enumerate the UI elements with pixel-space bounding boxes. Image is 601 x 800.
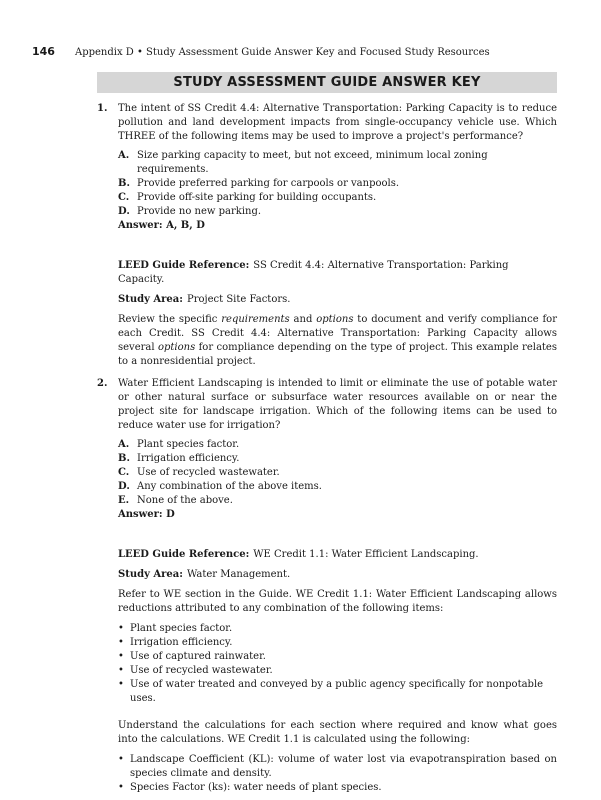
list-item: • Plant species factor. [118, 622, 557, 636]
explanation: Refer to WE section in the Guide. WE Credit 1.1: Water Efficient Landscaping allows reductions attributed to any combination of the following items: [118, 589, 557, 614]
question-number: 1. [97, 103, 108, 114]
option-a: A. Plant species factor. [118, 439, 240, 450]
option-d: D. Provide no new parking. [118, 206, 262, 217]
calculation-list [118, 753, 557, 795]
option-list [118, 438, 557, 508]
option-d: D. Any combination of the above items. [118, 481, 322, 492]
question-number: 2. [97, 378, 108, 389]
list-item: • Use of captured rainwater. [118, 650, 557, 664]
option-list [118, 149, 557, 219]
answer-line: Answer: A, B, D [118, 220, 205, 231]
option-e: E. None of the above. [118, 495, 233, 506]
list-item: • Landscape Coefficient (KL): volume of water lost via evapotranspiration based on species climate and density. [118, 753, 557, 781]
page-number: 146 [32, 45, 55, 58]
list-item: • Use of water treated and conveyed by a public agency specifically for nonpotable uses. [118, 678, 557, 706]
list-item: • Use of recycled wastewater. [118, 664, 557, 678]
study-area: Study Area: Project Site Factors. [118, 294, 291, 305]
explanation: Review the specific requirements and options to document and verify compliance for each Credit. SS Credit 4.4: Alternative Transportation: Parking Capacity allows several options for compliance depending on the type of project. This example relates to a nonresidential project. [118, 314, 557, 367]
list-item: • Irrigation efficiency. [118, 636, 557, 650]
answer-value: A, B, D [166, 220, 205, 231]
option-c: C. Use of recycled wastewater. [118, 467, 280, 478]
option-a: A. Size parking capacity to meet, but not exceed, minimum local zoning requirements. [118, 150, 488, 175]
answer-value: D [166, 509, 175, 520]
question-stem: The intent of SS Credit 4.4: Alternative Transportation: Parking Capacity is to reduce pollution and land development impacts from single-occupancy vehicle use. Which THREE of the following items may be used to improve a project's performance? [118, 103, 557, 142]
leed-guide-reference: LEED Guide Reference: WE Credit 1.1: Water Efficient Landscaping. [118, 549, 479, 560]
option-b: B. Provide preferred parking for carpools or vanpools. [118, 178, 400, 189]
answer-line: Answer: D [118, 509, 175, 520]
question-stem: Water Efficient Landscaping is intended to limit or eliminate the use of potable water or other natural surface or subsurface water resources available on or near the project site for landscape irrigation. Which of the following items can be used to reduce water use for irrigation? [118, 378, 557, 431]
calculation-intro: Understand the calculations for each section where required and know what goes into the calculations. WE Credit 1.1 is calculated using the following: [118, 720, 557, 745]
question-2 [97, 377, 557, 795]
answer-key-content [97, 102, 557, 795]
option-c: C. Provide off-site parking for building occupants. [118, 192, 377, 203]
question-1 [97, 102, 557, 369]
list-item: • Species Factor (ks): water needs of plant species. [118, 781, 557, 795]
section-title: STUDY ASSESSMENT GUIDE ANSWER KEY [97, 72, 557, 93]
running-header [32, 45, 562, 58]
option-b: B. Irrigation efficiency. [118, 453, 240, 464]
leed-guide-reference: LEED Guide Reference: SS Credit 4.4: Alternative Transportation: Parking Capacity. [118, 260, 509, 285]
running-title: Appendix D • Study Assessment Guide Answer Key and Focused Study Resources [74, 47, 490, 58]
study-area: Study Area: Water Management. [118, 569, 291, 580]
bullet-list [118, 622, 557, 706]
